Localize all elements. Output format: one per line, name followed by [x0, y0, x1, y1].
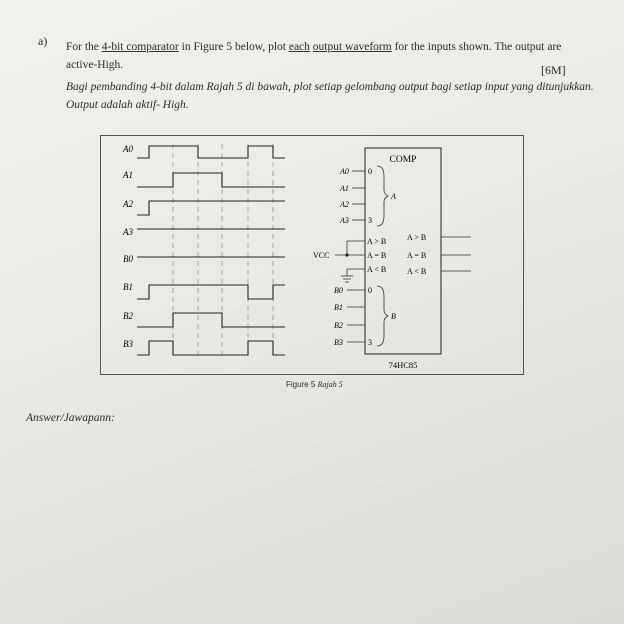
label-b0: B0 [123, 254, 133, 264]
waveform-a2 [137, 201, 285, 215]
cascade-lt: A < B [367, 265, 387, 274]
input-b0: B0 [334, 286, 343, 295]
waveform-b2 [137, 313, 285, 327]
output-eq-label: A = B [407, 251, 427, 260]
input-a2: A2 [340, 200, 349, 209]
label-a1: A1 [123, 170, 133, 180]
underlined-output-waveform: output waveform [312, 41, 392, 53]
question-malay: Bagi pembanding 4-bit dalam Rajah 5 di bawah, plot setiap gelombang output bagi setiap input yang ditunjukkan. Output adalah aktif- High. [66, 81, 594, 111]
b-bit-high: 3 [368, 338, 372, 347]
cascade-gt: A > B [367, 237, 387, 246]
chip-title: COMP [389, 155, 417, 165]
underlined-4bit-comparator: 4-bit comparator [101, 41, 179, 53]
b-inputs [334, 286, 343, 347]
cascade-inputs [367, 237, 386, 274]
comparator-chip [313, 148, 471, 370]
b-group-brace [377, 286, 388, 346]
waveform-b3 [137, 341, 285, 355]
label-a0: A0 [123, 144, 133, 154]
figure-5-box [100, 135, 524, 375]
b-group-label: B [391, 312, 396, 321]
b-bit-low: 0 [368, 286, 372, 295]
ground-symbol [341, 276, 353, 282]
input-b2: B2 [334, 321, 343, 330]
a-group-brace [377, 166, 388, 226]
figure-5-diagram [101, 136, 523, 374]
a-group-label: A [391, 192, 396, 201]
label-b3: B3 [123, 339, 133, 349]
a-bit-high: 3 [368, 216, 372, 225]
waveform-a0 [137, 146, 285, 158]
figure-caption: Figure 5 Rajah 5 [286, 380, 343, 389]
vcc-label: VCC [313, 251, 330, 260]
a-inputs [339, 167, 349, 225]
input-a0: A0 [340, 167, 349, 176]
question-english: For the 4-bit comparator in Figure 5 below, plot each output waveform for the inputs shown. The output are active-High. [66, 41, 562, 71]
underlined-each: each [288, 41, 310, 53]
waveforms [137, 146, 285, 355]
answer-label: Answer/Jawapann: [26, 412, 115, 424]
waveform-a1 [137, 173, 285, 187]
cascade-eq: A = B [367, 251, 387, 260]
label-a3: A3 [123, 227, 133, 237]
waveform-b1 [137, 285, 285, 299]
input-b3: B3 [334, 338, 343, 347]
input-a1: A1 [340, 184, 349, 193]
a-bit-low: 0 [368, 167, 372, 176]
label-a2: A2 [123, 199, 133, 209]
label-b1: B1 [123, 282, 133, 292]
waveform-labels [122, 144, 133, 349]
output-lt-label: A < B [407, 267, 427, 276]
part-number: 74HC85 [388, 360, 418, 370]
outputs [407, 233, 426, 276]
input-b1: B1 [334, 303, 343, 312]
marks: [6M] [541, 63, 566, 77]
question-label: a) [38, 34, 48, 48]
input-a3: A3 [340, 216, 349, 225]
output-gt-label: A > B [407, 233, 427, 242]
label-b2: B2 [123, 311, 133, 321]
time-gridlines [173, 144, 273, 354]
